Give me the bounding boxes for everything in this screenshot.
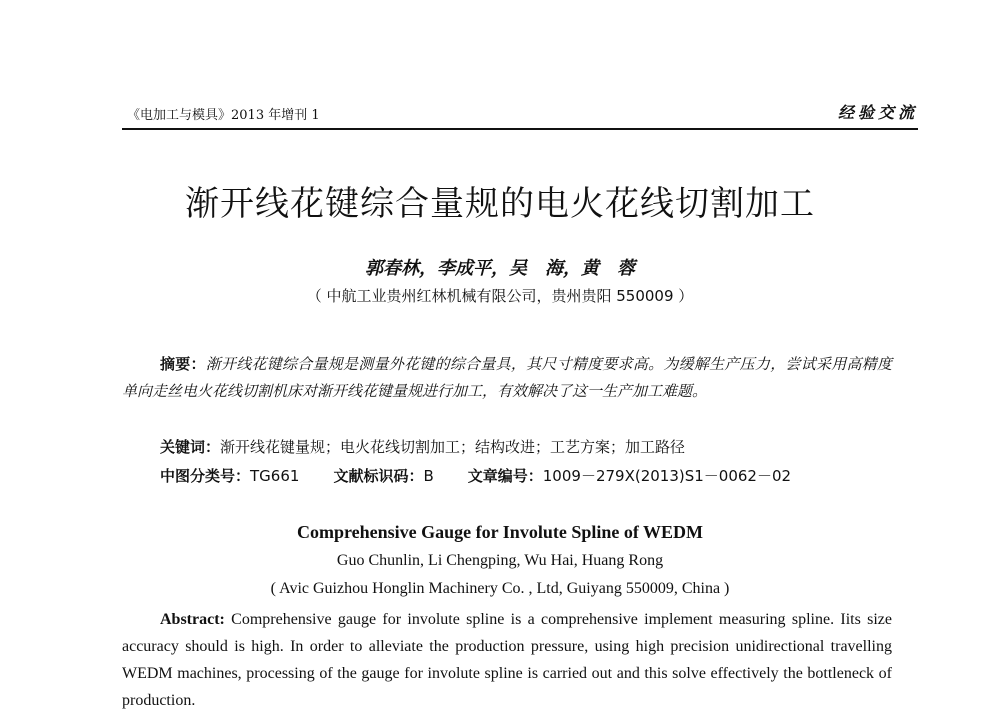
classification-line (160, 465, 791, 486)
english-abstract (122, 606, 892, 714)
section-label: 经验交流 (837, 103, 918, 122)
clc-value: TG661 (250, 467, 300, 485)
english-affiliation: ( Avic Guizhou Honglin Machinery Co. , Ltd, Guiyang 550009, China ) (270, 580, 730, 597)
abstract-cn (122, 351, 892, 405)
english-abstract-label: Abstract: (160, 611, 225, 628)
header-divider (122, 128, 918, 130)
paper-title: 渐开线花键综合量规的电火花线切割加工 (185, 184, 815, 224)
english-abstract-text: Comprehensive gauge for involute spline is a comprehensive implement measuring spline. Iits size accuracy should is high. In order to alleviate the production pressure, using high precision unidirectional travelling WEDM machines, processing of the gauge for involute spline is carried out and this solve effectively the bottleneck of production. (122, 611, 892, 709)
affiliation: （ 中航工业贵州红林机械有限公司，贵州贵阳 550009 ） (306, 287, 694, 305)
keywords-label: 关键词： (160, 438, 221, 456)
article-no-value: 1009－279X(2013)S1－0062－02 (542, 467, 792, 485)
doc-code-label: 文献标识码： (333, 467, 424, 485)
keywords (160, 436, 685, 457)
authors: 郭春林，李成平，吴 海，黄 蓉 (365, 258, 635, 279)
abstract-cn-text: 渐开线花键综合量规是测量外花键的综合量具，其尺寸精度要求高。为缓解生产压力，尝试采用高精度单向走丝电火花线切割机床对渐开线花键量规进行加工，有效解决了这一生产加工难题。 (122, 355, 892, 400)
clc-label: 中图分类号： (160, 467, 251, 485)
abstract-cn-label: 摘要： (160, 355, 206, 373)
keywords-text: 渐开线花键量规；电火花线切割加工；结构改进；工艺方案；加工路径 (220, 438, 686, 456)
english-title: Comprehensive Gauge for Involute Spline of WEDM (296, 522, 704, 542)
journal-header: 《电加工与模具》2013 年增刊 1 (127, 108, 320, 123)
english-authors: Guo Chunlin, Li Chengping, Wu Hai, Huang Rong (336, 552, 664, 569)
article-no-label: 文章编号： (467, 467, 543, 485)
doc-code-value: B (423, 467, 434, 485)
